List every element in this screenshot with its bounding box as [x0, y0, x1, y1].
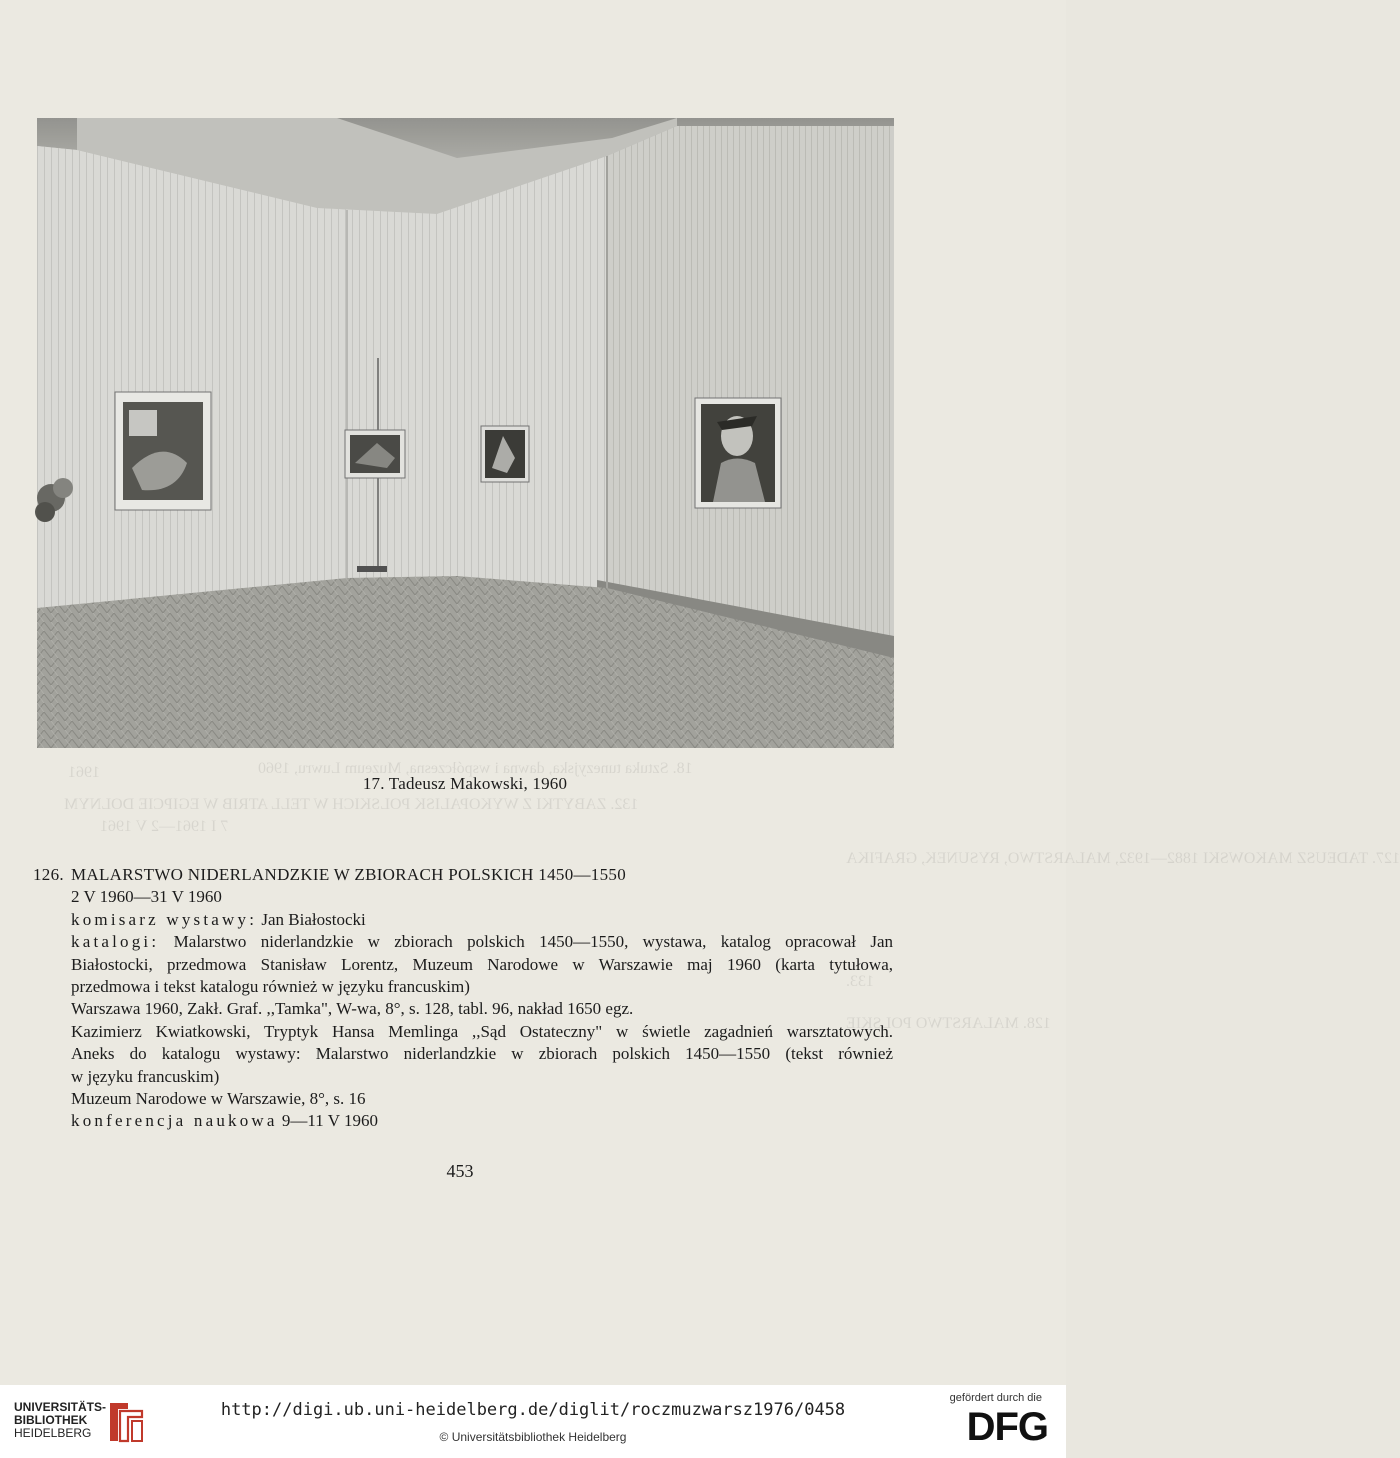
- catalog-line: w języku francuskim): [71, 1066, 220, 1086]
- catalog-line: Warszawa 1960, Zakł. Graf. ,,Tamka", W-wa, 8°, s. 128, tabl. 96, nakład 1650 egz.: [71, 999, 634, 1019]
- conference-dates: 9—11 V 1960: [281, 1111, 378, 1131]
- bleed-through-text: 128. MALARSTWO POLSKIE: [846, 1015, 1051, 1032]
- page-number: 453: [446, 1161, 474, 1181]
- bleed-through-text: 133.: [846, 973, 874, 990]
- entry-conference: [33, 1110, 893, 1132]
- copyright-notice: © Universitätsbibliothek Heidelberg: [439, 1430, 627, 1444]
- catalog-line: Aneks do katalogu wystawy: Malarstwo niderlandzkie w zbiorach polskich 1450—1550 (tekst również: [71, 1044, 893, 1064]
- entry-number: 126.: [33, 865, 64, 884]
- library-name-line: BIBLIOTHEK: [14, 1413, 88, 1427]
- entry-dates: 2 V 1960—31 V 1960: [71, 887, 222, 907]
- exhibition-photograph: [37, 118, 894, 748]
- commissioner-label: komisarz wystawy:: [71, 909, 258, 929]
- bleed-through-text: 127. TADEUSZ MAKOWSKI 1882—1932, MALARSTWO, RYSUNEK, GRAFIKA: [846, 850, 1400, 867]
- funding-label: gefördert durch die: [949, 1392, 1042, 1404]
- catalog-label: katalogi:: [71, 932, 160, 952]
- library-name-line: HEIDELBERG: [14, 1426, 92, 1440]
- entry-heading: [33, 864, 893, 886]
- photo-caption: 17. Tadeusz Makowski, 1960: [362, 774, 568, 793]
- catalog-line: [33, 931, 893, 953]
- entry-title: MALARSTWO NIDERLANDZKIE W ZBIORACH POLSKICH 1450—1550: [71, 865, 627, 884]
- catalog-text: Malarstwo niderlandzkie w zbiorach polskich 1450—1550, wystawa, katalog opracował Jan: [173, 932, 893, 952]
- entry-commissioner: [33, 909, 893, 931]
- conference-label: konferencja naukowa: [71, 1111, 278, 1131]
- catalog-line: Białostocki, przedmowa Stanisław Lorentz, Muzeum Narodowe w Warszawie maj 1960 (karta tytułowa,: [71, 954, 893, 974]
- commissioner-name: Jan Białostocki: [261, 909, 366, 929]
- dfg-logo: DFG: [966, 1405, 1048, 1449]
- bleed-through-text: 132. ZABYTKI Z WYKOPALISK POLSKICH W TELL ATRIB W EGIPCIE DOLNYM: [64, 796, 639, 813]
- bleed-through-text: 1961: [68, 764, 100, 781]
- digitization-footer: [0, 1385, 1066, 1458]
- source-url-link[interactable]: http://digi.ub.uni-heidelberg.de/diglit/roczmuzwarsz1976/0458: [220, 1400, 846, 1420]
- library-name-line: UNIVERSITÄTS-: [14, 1400, 107, 1414]
- bleed-through-text: 18. Sztuka tunezyjska, dawna i współczesna, Muzeum Luwru, 1960: [258, 760, 693, 777]
- catalog-line: przedmowa i tekst katalogu również w języku francuskim): [71, 977, 470, 997]
- catalog-line: Muzeum Narodowe w Warszawie, 8°, s. 16: [71, 1089, 366, 1109]
- bleed-through-text: 7 I 1961—2 V 1961: [100, 818, 229, 835]
- exhibition-entry: [33, 864, 893, 1133]
- catalog-line: Kazimierz Kwiatkowski, Tryptyk Hansa Memlinga ,,Sąd Ostateczny" w świetle zagadnień warsztatowych.: [71, 1021, 893, 1041]
